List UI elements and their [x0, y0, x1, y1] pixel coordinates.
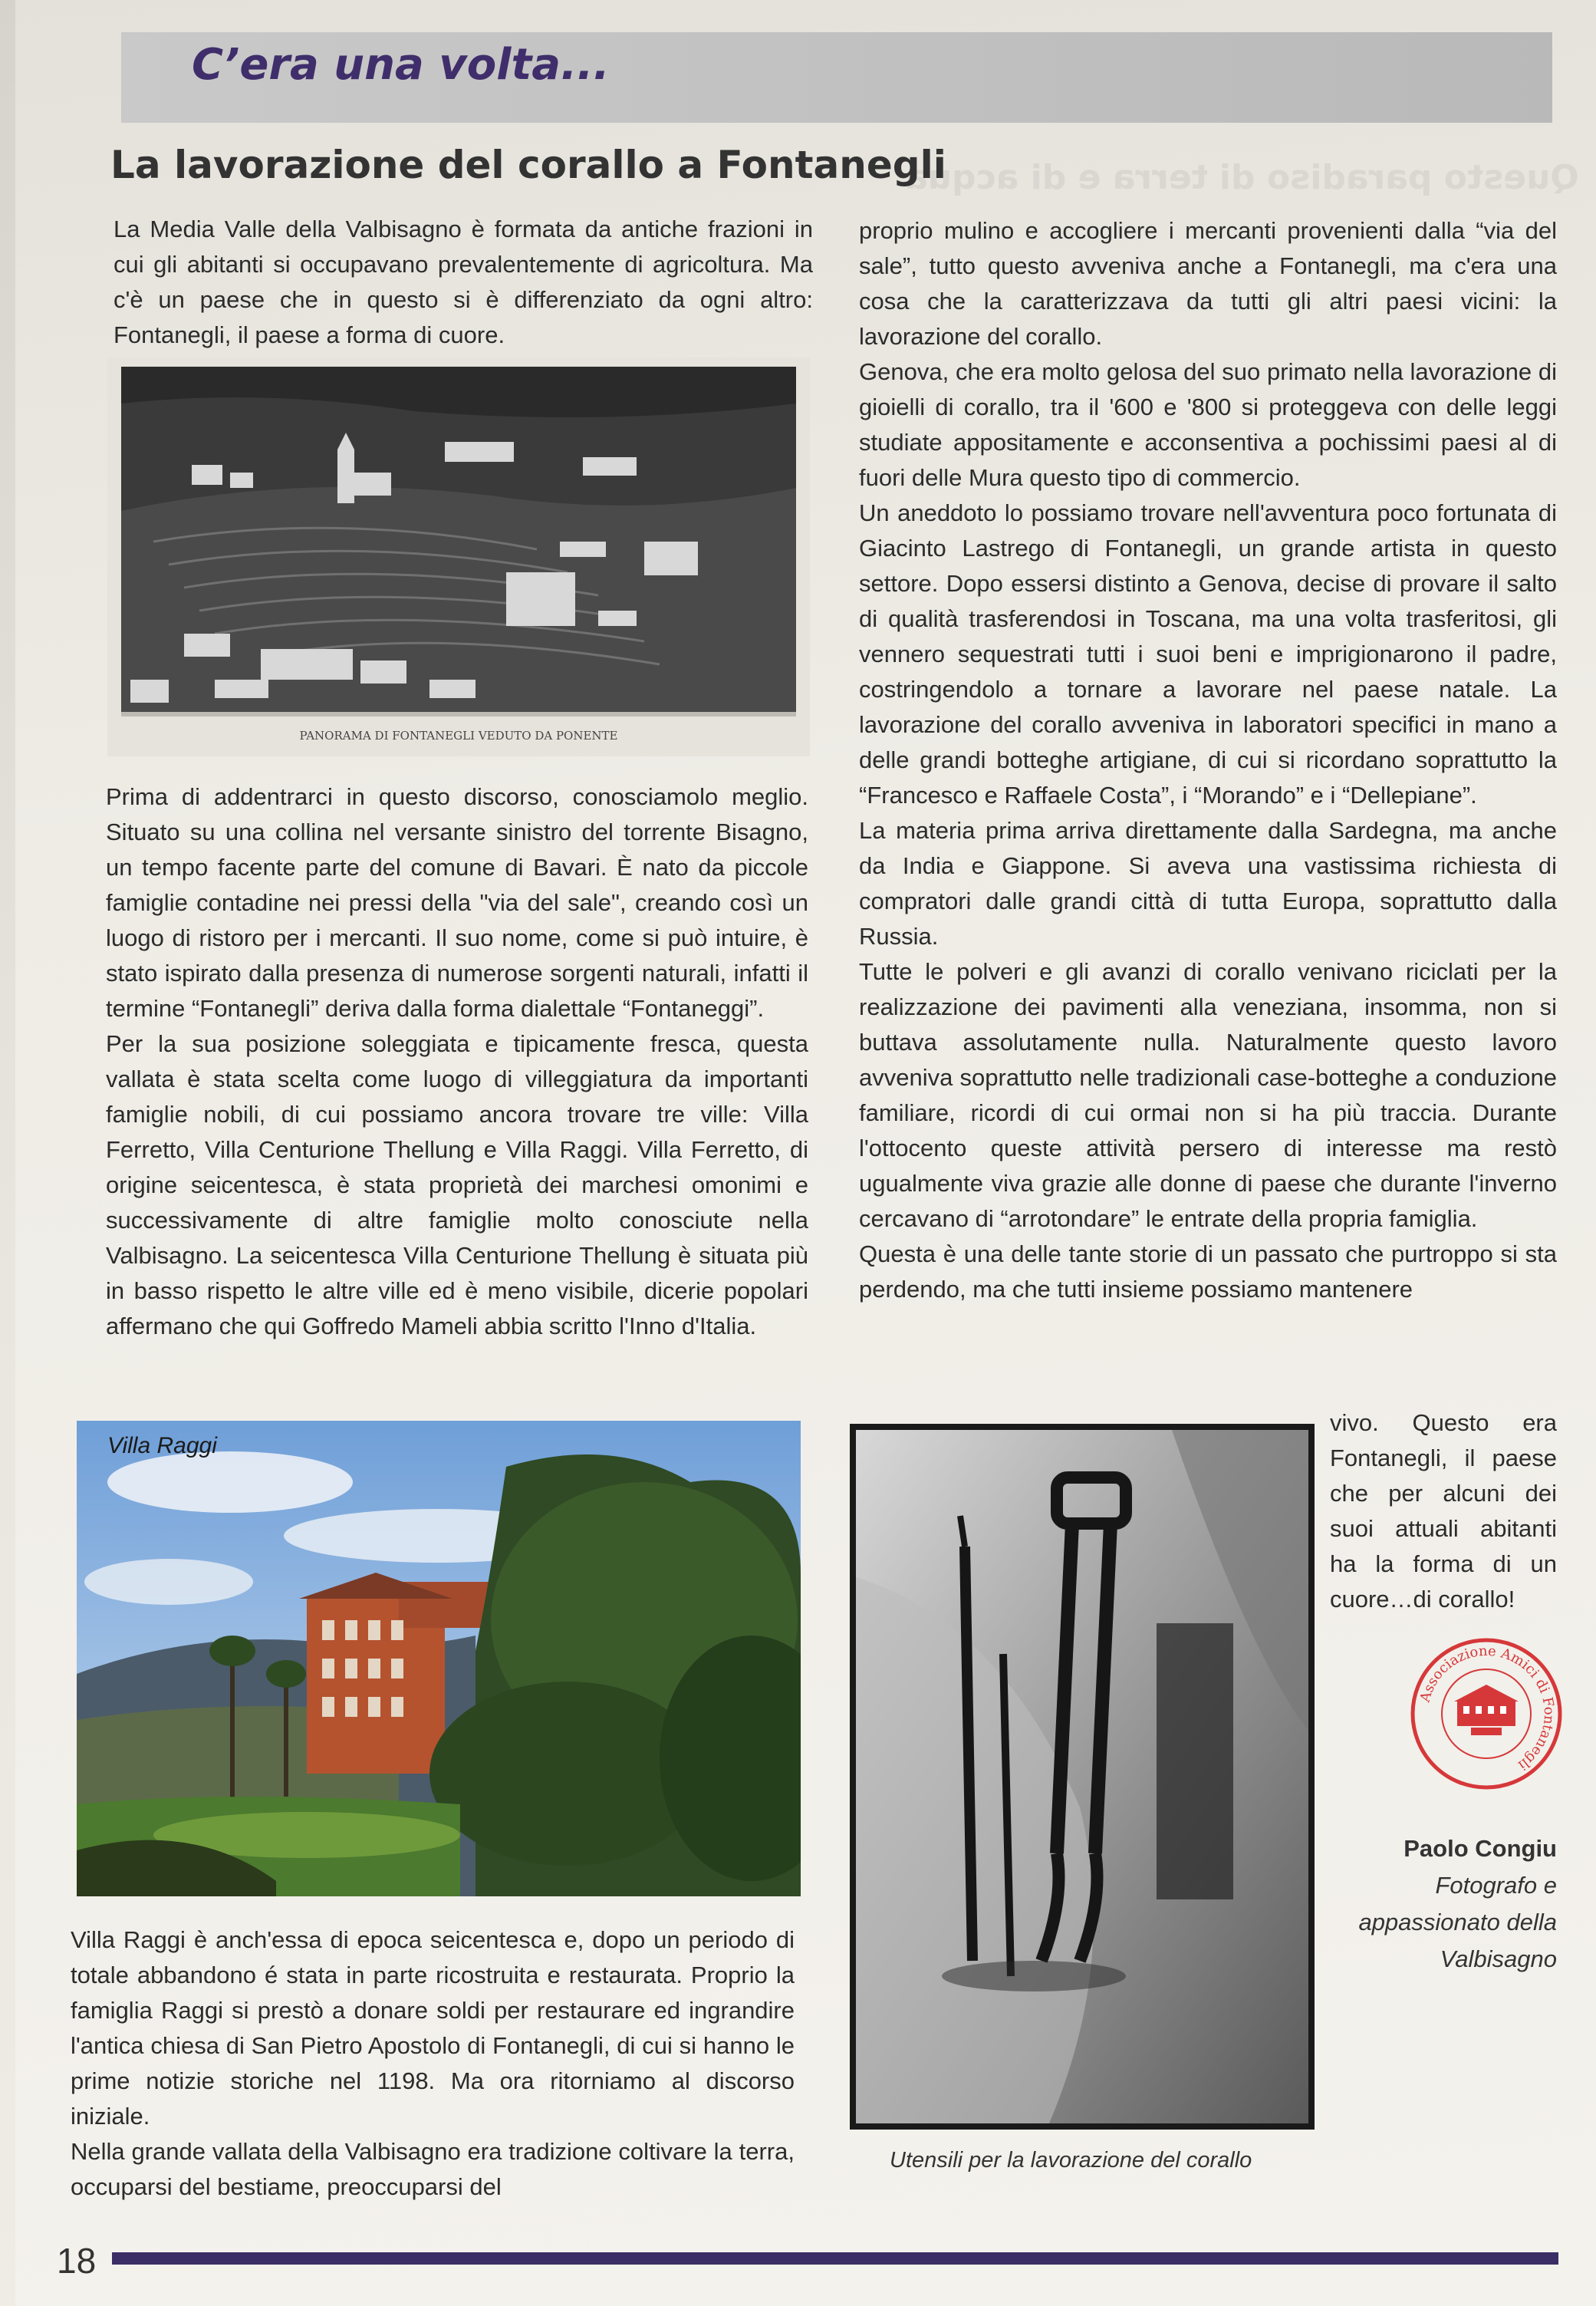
- left-column-bottom: [71, 1922, 795, 2205]
- author-role-2: appassionato della: [1358, 1909, 1557, 1935]
- paragraph-8: La materia prima arriva direttamente dalla Sardegna, ma anche da India e Giappone. Si aveva una vastissima richiesta di compratori dalle grandi città di tutta Europa, soprattutto dalla Russia.: [859, 817, 1557, 950]
- panorama-image: [107, 357, 810, 756]
- villa-raggi-image: [77, 1421, 801, 1896]
- paragraph-10: Questa è una delle tante storie di un passato che purtroppo si sta perdendo, ma che tutti insieme possiamo mantenere: [859, 1240, 1557, 1303]
- paragraph-4: Nella grande vallata della Valbisagno era tradizione coltivare la terra, occuparsi del bestiame, preoccuparsi del: [71, 2138, 795, 2200]
- author-role-1: Fotografo e: [1435, 1872, 1557, 1899]
- paragraph-7: Un aneddoto lo possiamo trovare nell'avventura poco fortunata di Giacinto Lastrego di Fontanegli, un grande artista in questo settore. Dopo essersi distinto a Genova, decise di provare il salto di qualità trasferendosi in Toscana, ma una volta trasferitosi, gli vennero sequestrati tutti i suoi beni e imprigionarono il padre, costringendolo a tornare a lavorare nel paese natale. La lavorazione del corallo avveniva in laboratori specifici in mano a delle grandi botteghe artigiane, di cui si ricordano soprattutto la “Francesco e Raffaele Costa”, i “Morando” e i “Dellepiane”.: [859, 499, 1557, 809]
- stamp-image: [1410, 1637, 1563, 1790]
- association-stamp-logo: [1410, 1637, 1563, 1790]
- villa-raggi-photo: [77, 1421, 801, 1896]
- paragraph-6: Genova, che era molto gelosa del suo primato nella lavorazione di gioielli di corallo, tra il '600 e '800 si proteggeva con delle leggi studiate appositamente e acconsentiva a pochissimi paesi al di fuori delle Mura questo tipo di commercio.: [859, 358, 1557, 491]
- right-column: [859, 213, 1557, 1307]
- author-name: Paolo Congiu: [1403, 1835, 1557, 1862]
- villa-raggi-label: Villa Raggi: [107, 1433, 217, 1458]
- panorama-postcard: [107, 357, 810, 756]
- coral-tools-image: [850, 1424, 1315, 2130]
- article-title: La lavorazione del corallo a Fontanegli: [110, 143, 946, 187]
- author-role-3: Valbisagno: [1440, 1945, 1557, 1972]
- coral-tools-photo: [850, 1424, 1315, 2130]
- paragraph-2: Per la sua posizione soleggiata e tipicamente fresca, questa vallata è stata scelta come luogo di villeggiatura da importanti famiglie nobili, di cui possiamo ancora trovare tre ville: Villa Ferretto, Villa Centurione Thellung e Villa Raggi. Villa Ferretto, di origine seicentesca, è stata proprietà dei marchesi omonimi e successivamente di altre famiglie molto conosciute nella Valbisagno. La seicentesca Villa Centurione Thellung è situata più in basso rispetto le altre ville ed è meno visibile, dicerie popolari affermano che qui Goffredo Mameli abbia scritto l'Inno d'Italia.: [106, 1030, 808, 1339]
- closing-text: vivo. Questo era Fontanegli, il paese che per alcuni dei suoi attuali abitanti ha la forma di un cuore…di corallo!: [1330, 1409, 1557, 1613]
- postcard-caption: PANORAMA DI FONTANEGLI VEDUTO DA PONENTE: [299, 729, 618, 743]
- intro-paragraph: [114, 212, 813, 353]
- intro-text: La Media Valle della Valbisagno è formata da antiche frazioni in cui gli abitanti si occupavano prevalentemente di agricoltura. Ma c'è un paese che in questo si è differenziato da ogni altro: Fontanegli, il paese a forma di cuore.: [114, 216, 813, 348]
- show-through-text: Questo paradiso di terra e di acqua: [905, 158, 1579, 197]
- paragraph-3: Villa Raggi è anch'essa di epoca seicentesca e, dopo un periodo di totale abbandono é stata in parte ricostruita e restaurata. Proprio la famiglia Raggi si prestò a donare soldi per restaurare ed ingrandire l'antica chiesa di San Pietro Apostolo di Fontanegli, di cui si hanno le prime notizie storiche nel 1198. Ma ora ritorniamo al discorso iniziale.: [71, 1926, 795, 2130]
- tools-caption: Utensili per la lavorazione del corallo: [890, 2148, 1252, 2173]
- svg-text:Associazione Amici di Fontaneg: Associazione Amici di Fontanegli: [1417, 1642, 1558, 1774]
- author-block: [1319, 1830, 1557, 1978]
- section-label: C’era una volta...: [192, 40, 610, 90]
- closing-paragraph: [1330, 1405, 1557, 1617]
- paragraph-5: proprio mulino e accogliere i mercanti provenienti dalla “via del sale”, tutto questo avveniva anche a Fontanegli, ma c'era una cosa che la caratterizzava da tutti gli altri paesi vicini: la lavorazione del corallo.: [859, 217, 1557, 350]
- paragraph-9: Tutte le polveri e gli avanzi di corallo venivano riciclati per la realizzazione dei pavimenti alla veneziana, insomma, non si buttava assolutamente nulla. Naturalmente questo lavoro avveniva soprattutto nelle tradizionali case-botteghe a conduzione familiare, ricordi di cui ormai non si ha più traccia. Durante l'ottocento queste attività persero di interesse ma restò ugualmente viva grazie alle donne di paese che durante l'inverno cercavano di “arrotondare” le entrate della propria famiglia.: [859, 958, 1557, 1232]
- paragraph-1: Prima di addentrarci in questo discorso, conosciamolo meglio. Situato su una collina nel versante sinistro del torrente Bisagno, un tempo facente parte del comune di Bavari. È nato da piccole famiglie contadine nei pressi della "via del sale", creando così un luogo di ristoro per i mercanti. Il suo nome, come si può intuire, è stato ispirato dalla presenza di numerose sorgenti naturali, infatti il termine “Fontanegli” deriva dalla forma dialettale “Fontaneggi”.: [106, 783, 808, 1022]
- left-column-body: [106, 779, 808, 1344]
- footer-bar: [112, 2252, 1558, 2265]
- page-number: 18: [57, 2241, 97, 2281]
